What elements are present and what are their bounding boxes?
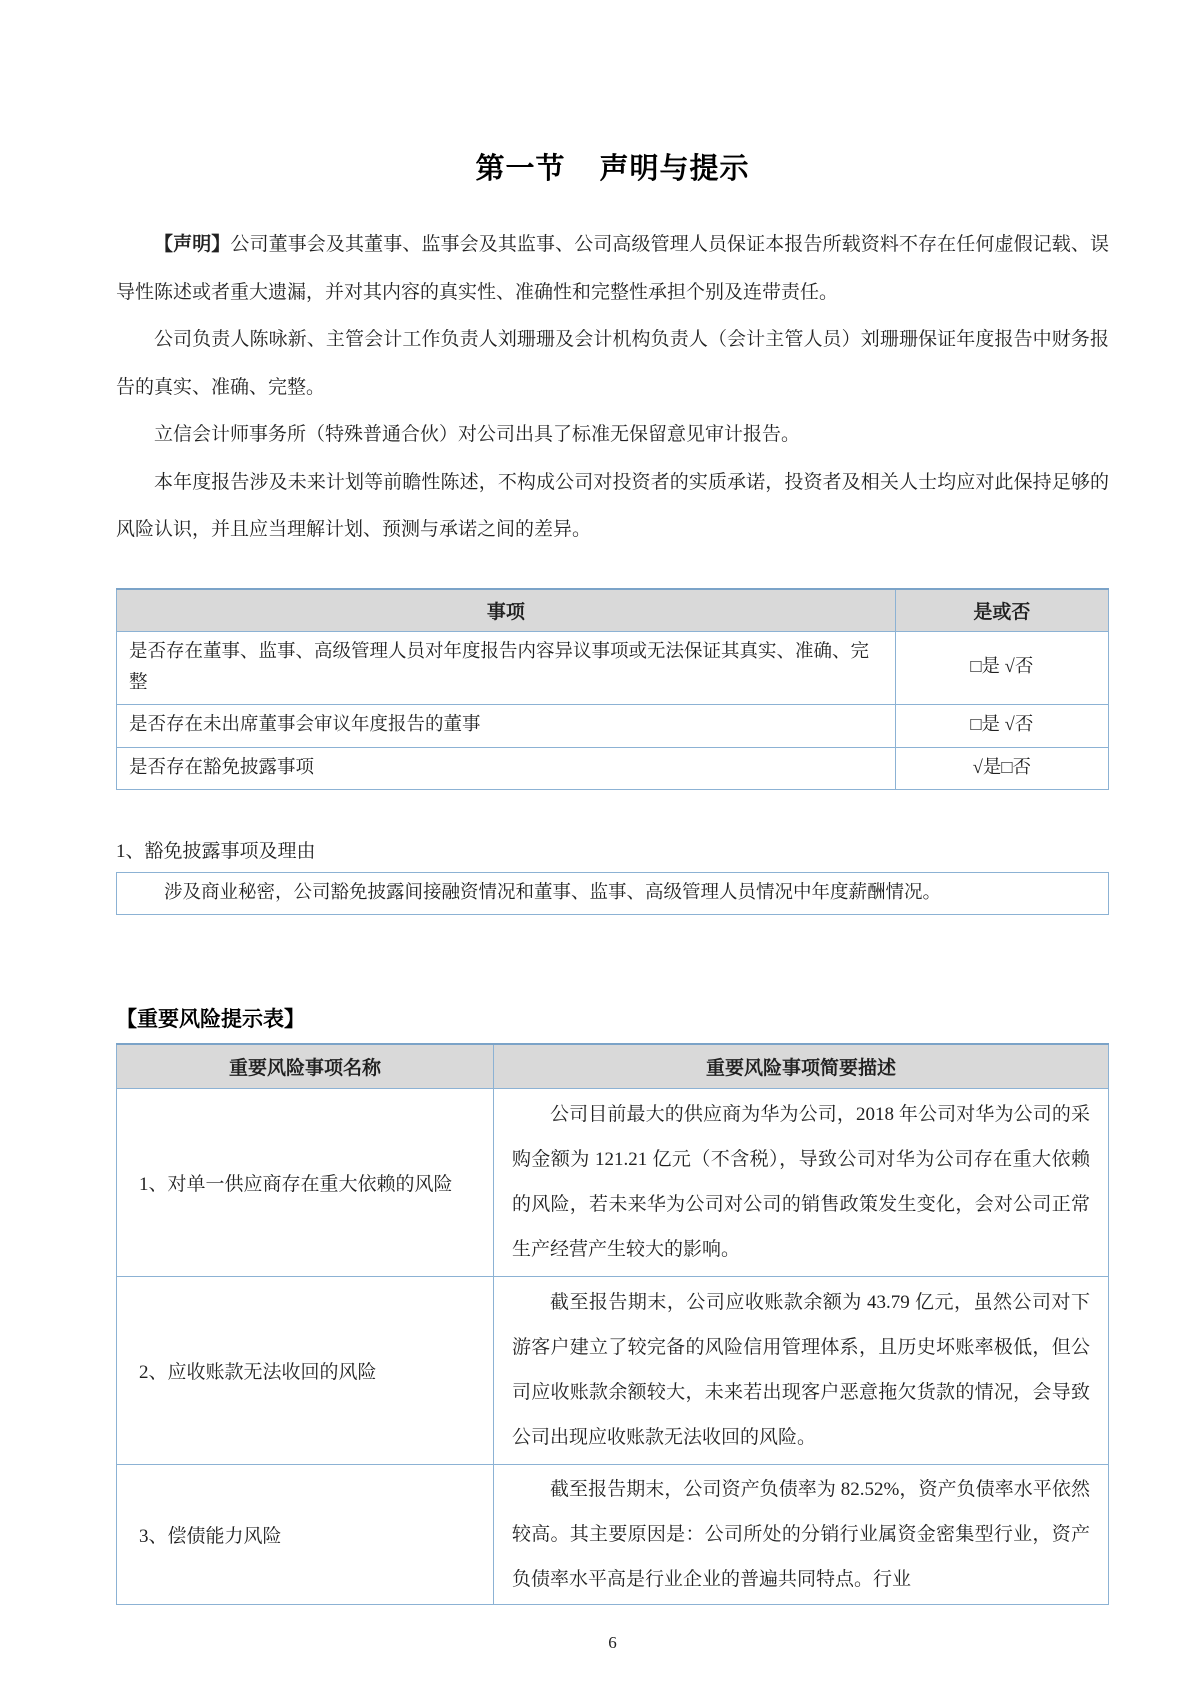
declaration-paragraph-1-text: 公司董事会及其董事、监事会及其监事、公司高级管理人员保证本报告所载资料不存在任何虚假记载、误导性陈述或者重大遗漏，并对其内容的真实性、准确性和完整性承担个别及连带责任。	[116, 234, 1109, 303]
matters-table	[116, 588, 1109, 791]
matters-item-3: 是否存在豁免披露事项	[117, 747, 896, 789]
matters-answer-3: √是□否	[895, 747, 1108, 789]
risk-description-2: 截至报告期末，公司应收账款余额为 43.79 亿元，虽然公司对下游客户建立了较完备的风险信用管理体系，且历史坏账率极低，但公司应收账款余额较大，未来若出现客户恶意拖欠货款的情况，会导致公司出现应收账款无法收回的风险。	[493, 1276, 1108, 1464]
matters-table-header-row	[117, 589, 1109, 632]
table-row	[117, 747, 1109, 789]
declaration-prefix: 【声明】	[154, 234, 231, 255]
exemption-heading: 1、豁免披露事项及理由	[116, 841, 316, 863]
risk-name-3: 3、偿债能力风险	[117, 1464, 494, 1604]
table-row	[117, 1276, 1109, 1464]
risk-table-header-desc: 重要风险事项简要描述	[493, 1044, 1108, 1089]
risk-table-heading: 【重要风险提示表】	[116, 1006, 305, 1031]
matters-answer-2: □是 √否	[895, 705, 1108, 747]
risk-name-2: 2、应收账款无法收回的风险	[117, 1276, 494, 1464]
declaration-paragraph-1	[116, 221, 1109, 316]
risk-table-header-row	[117, 1044, 1109, 1089]
risk-table	[116, 1043, 1109, 1605]
risk-table-header-name: 重要风险事项名称	[117, 1044, 494, 1089]
risk-description-1: 公司目前最大的供应商为华为公司，2018 年公司对华为公司的采购金额为 121.21 亿元（不含税），导致公司对华为公司存在重大依赖的风险，若未来华为公司对公司的销售政策发生变化，会对公司正常生产经营产生较大的影响。	[493, 1088, 1108, 1276]
page-title	[116, 146, 1109, 187]
page-number: 6	[608, 1632, 617, 1652]
risk-name-1: 1、对单一供应商存在重大依赖的风险	[117, 1088, 494, 1276]
table-row	[117, 631, 1109, 705]
declaration-paragraph-4: 本年度报告涉及未来计划等前瞻性陈述，不构成公司对投资者的实质承诺，投资者及相关人士均应对此保持足够的风险认识，并且应当理解计划、预测与承诺之间的差异。	[116, 471, 1109, 540]
matters-table-header-item: 事项	[117, 589, 896, 632]
matters-item-1: 是否存在董事、监事、高级管理人员对年度报告内容异议事项或无法保证其真实、准确、完整	[117, 631, 896, 705]
matters-table-header-answer: 是或否	[895, 589, 1108, 632]
table-row	[117, 705, 1109, 747]
exemption-content-box: 涉及商业秘密，公司豁免披露间接融资情况和董事、监事、高级管理人员情况中年度薪酬情况。	[116, 872, 1109, 914]
risk-description-3: 截至报告期末，公司资产负债率为 82.52%，资产负债率水平依然较高。其主要原因是：公司所处的分销行业属资金密集型行业，资产负债率水平高是行业企业的普遍共同特点。行业	[493, 1464, 1108, 1604]
declaration-paragraph-3: 立信会计师事务所（特殊普通合伙）对公司出具了标准无保留意见审计报告。	[154, 424, 801, 445]
matters-item-2: 是否存在未出席董事会审议年度报告的董事	[117, 705, 896, 747]
matters-answer-1: □是 √否	[895, 631, 1108, 705]
table-row	[117, 1464, 1109, 1604]
section-number: 第一节	[475, 153, 566, 185]
table-row	[117, 1088, 1109, 1276]
section-title-text: 声明与提示	[599, 153, 750, 185]
declaration-paragraph-2: 公司负责人陈咏新、主管会计工作负责人刘珊珊及会计机构负责人（会计主管人员）刘珊珊保证年度报告中财务报告的真实、准确、完整。	[116, 329, 1109, 398]
page-content	[116, 0, 1109, 1653]
